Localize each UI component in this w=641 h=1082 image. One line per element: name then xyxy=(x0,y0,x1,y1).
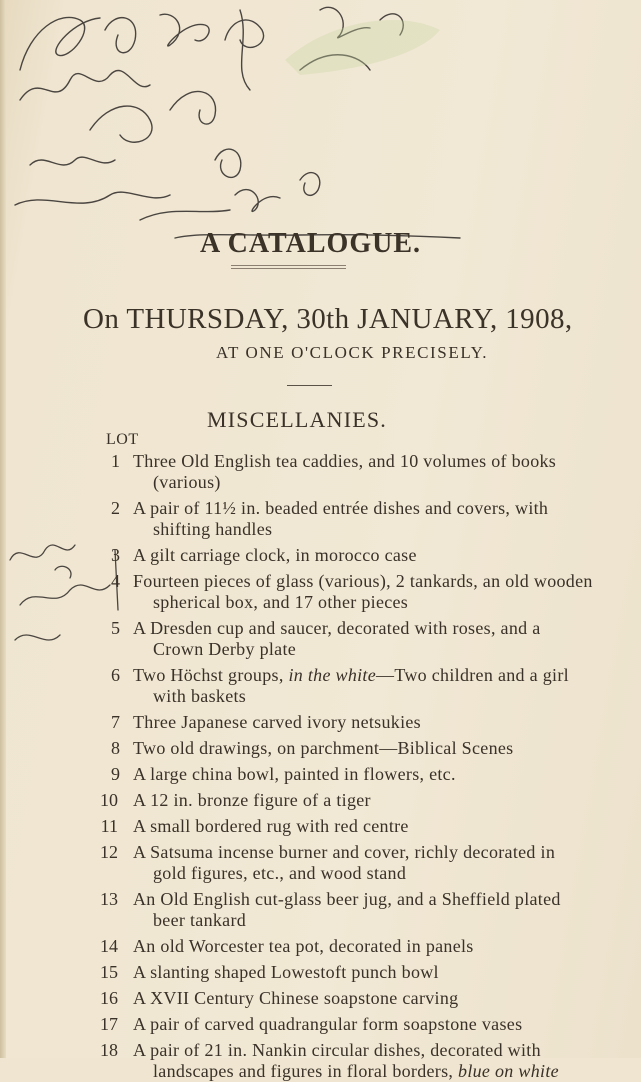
lot-description-line: Three Old English tea caddies, and 10 volumes of books xyxy=(133,451,557,471)
lot-number: 10 xyxy=(100,790,118,810)
title-rule xyxy=(231,265,346,266)
lot-number: 8 xyxy=(111,738,120,758)
lot-number: 3 xyxy=(111,545,120,565)
lot-description xyxy=(133,665,569,707)
lot-number: 11 xyxy=(100,816,118,836)
divider-rule xyxy=(287,385,332,386)
lot-description xyxy=(133,571,593,613)
sale-date-line: On THURSDAY, 30th JANUARY, 1908, xyxy=(83,303,573,335)
lot-number: 12 xyxy=(100,842,118,862)
lot-number: 18 xyxy=(100,1040,118,1060)
lot-description-line: A Dresden cup and saucer, decorated with roses, and a xyxy=(133,618,541,638)
lot-description-line: A XVII Century Chinese soapstone carving xyxy=(133,988,459,1008)
lot-description-line: A pair of 21 in. Nankin circular dishes, decorated with xyxy=(133,1040,541,1060)
lot-description xyxy=(133,936,513,957)
lot-number: 17 xyxy=(100,1014,118,1034)
lot-description xyxy=(133,816,513,837)
lot-description xyxy=(133,712,513,733)
lot-description-line: landscapes and figures in floral borders, blue on white xyxy=(153,1061,559,1081)
lot-description-line: A pair of 11½ in. beaded entrée dishes and covers, with xyxy=(133,498,549,518)
title-rule-double xyxy=(231,268,346,269)
lot-description xyxy=(133,962,513,983)
lot-description-line: A 12 in. bronze figure of a tiger xyxy=(133,790,371,810)
lot-number: 5 xyxy=(111,618,120,638)
lot-description-line: A small bordered rug with red centre xyxy=(133,816,409,836)
lot-number: 14 xyxy=(100,936,118,956)
lot-number: 9 xyxy=(111,764,120,784)
lot-number: 1 xyxy=(111,451,120,471)
lot-number: 15 xyxy=(100,962,118,982)
lot-description xyxy=(133,790,513,811)
lot-description-line: gold figures, etc., and wood stand xyxy=(153,863,407,883)
lot-description-line: with baskets xyxy=(153,686,247,706)
section-title: MISCELLANIES. xyxy=(207,407,387,432)
lot-description-line: spherical box, and 17 other pieces xyxy=(153,592,409,612)
lot-description-line: An Old English cut-glass beer jug, and a Sheffield plated xyxy=(133,889,561,909)
handwritten-annotations xyxy=(0,0,641,260)
lot-number: 7 xyxy=(111,712,120,732)
lot-description-line: A slanting shaped Lowestoft punch bowl xyxy=(133,962,439,982)
sale-time-line: AT ONE O'CLOCK PRECISELY. xyxy=(216,343,489,362)
lot-description-line: beer tankard xyxy=(153,910,247,930)
lot-description-line: A pair of carved quadrangular form soapstone vases xyxy=(133,1014,523,1034)
lot-description xyxy=(133,738,513,759)
lot-description-line: A large china bowl, painted in flowers, etc. xyxy=(133,764,456,784)
lot-description xyxy=(133,988,513,1009)
lot-description-line: Two Höchst groups, in the white—Two children and a girl xyxy=(133,665,569,685)
lot-description-line: Fourteen pieces of glass (various), 2 tankards, an old wooden xyxy=(133,571,593,591)
catalogue-title: A CATALOGUE. xyxy=(200,228,421,259)
lot-description xyxy=(133,889,561,931)
lot-description xyxy=(133,451,557,493)
lot-description xyxy=(133,1014,523,1035)
lot-description-line: Two old drawings, on parchment—Biblical Scenes xyxy=(133,738,514,758)
lot-description xyxy=(133,498,549,540)
lot-number: 13 xyxy=(100,889,118,909)
lot-description xyxy=(133,842,556,884)
lot-description xyxy=(133,545,513,566)
lot-number: 6 xyxy=(111,665,120,685)
lot-description-line: (various) xyxy=(153,472,221,492)
lot-description xyxy=(133,764,513,785)
lot-description-line: A Satsuma incense burner and cover, richly decorated in xyxy=(133,842,556,862)
lot-number: 2 xyxy=(111,498,120,518)
lot-column-heading: LOT xyxy=(106,431,139,448)
lot-description-line: Crown Derby plate xyxy=(153,639,297,659)
lot-description xyxy=(133,618,541,660)
lot-description xyxy=(133,1040,559,1082)
lot-number: 16 xyxy=(100,988,118,1008)
lot-description-line: shifting handles xyxy=(153,519,273,539)
lot-description-line: An old Worcester tea pot, decorated in panels xyxy=(133,936,474,956)
lot-description-line: A gilt carriage clock, in morocco case xyxy=(133,545,417,565)
lot-number: 4 xyxy=(111,571,120,591)
lot-description-line: Three Japanese carved ivory netsukies xyxy=(133,712,421,732)
